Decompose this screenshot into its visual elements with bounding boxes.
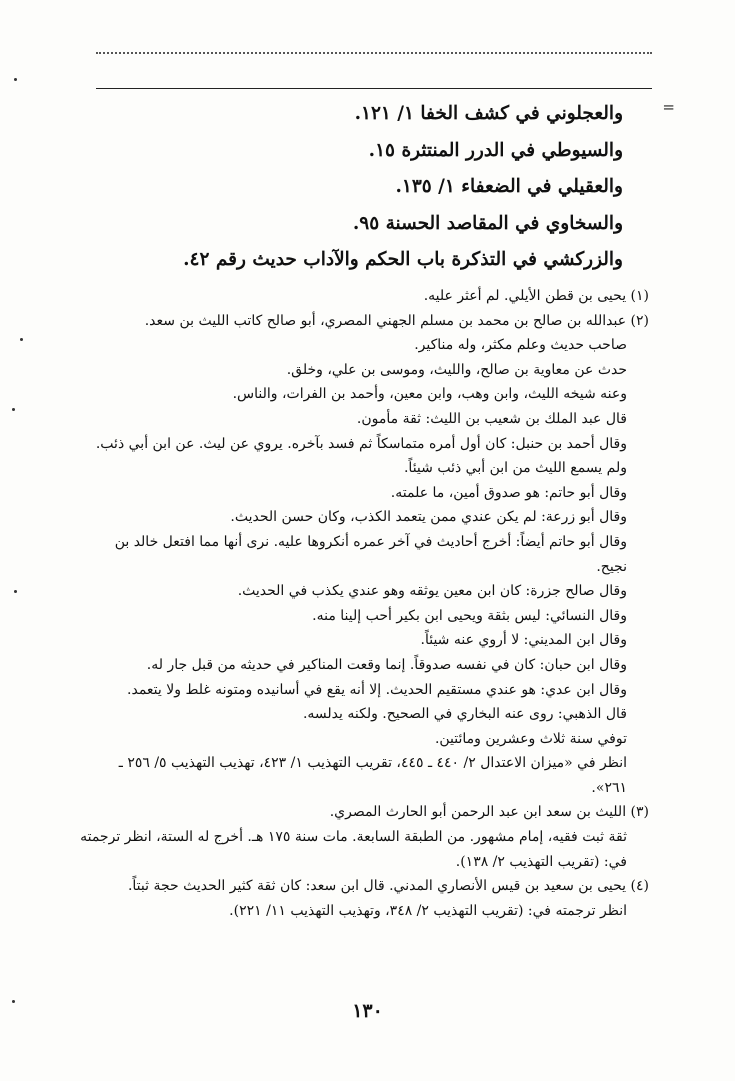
footnote-line: ولم يسمع الليث من ابن أبي ذئب شيئاً. [403,460,627,477]
footnote-line: وقال أبو زرعة: لم يكن عندي ممن يتعمد الكذب، وكان حسن الحديث. [230,509,627,526]
top-dotted-line [96,52,652,54]
scan-speck [12,408,15,411]
footnote-line: قال الذهبي: روى عنه البخاري في الصحيح. ولكنه يدلسه. [302,706,627,723]
footnote-4: (٤) يحيى بن سعيد بن قيس الأنصاري المدني. قال ابن سعد: كان ثقة كثير الحديث حجة ثبتاً. [127,878,649,895]
scan-speck [20,338,23,341]
footnote-line: انظر في «ميزان الاعتدال ٢/ ٤٤٠ ـ ٤٤٥، تقريب التهذيب ١/ ٤٢٣، تهذيب التهذيب ٥/ ٢٥٦ ـ [118,755,627,772]
footnote-line: ثقة ثبت فقيه، إمام مشهور. من الطبقة السابعة. مات سنة ١٧٥ هـ. أخرج له الستة، انظر ترجمته [80,829,627,846]
footnote-3: (٣) الليث بن سعد ابن عبد الرحمن أبو الحارث المصري. [329,804,649,821]
footnote-line: وعنه شيخه الليث، وابن وهب، وابن معين، وأحمد بن الفرات، والناس. [232,386,627,403]
footnote-line: وقال ابن حبان: كان في نفسه صدوقاً. إنما وقعت المناكير في حديثه من قبل جار له. [146,656,627,673]
source-line: والسخاوي في المقاصد الحسنة ٩٥. [352,212,623,234]
footnote-1: (١) يحيى بن قطن الأيلي. لم أعثر عليه. [423,288,649,304]
scan-speck [14,78,17,81]
footnote-line: نجيح. [596,558,627,575]
footnote-line: وقال النسائي: ليس بثقة ويحيى ابن بكير أحب إلينا منه. [312,607,627,624]
header-rule [96,88,652,89]
footnote-line: في: (تقريب التهذيب ٢/ ١٣٨). [455,853,627,870]
source-line: والعجلوني في كشف الخفا ١/ ١٢١. [354,103,623,124]
source-line: والسيوطي في الدرر المنتثرة ١٥. [368,139,623,161]
footnote-line: وقال ابن المديني: لا أروي عنه شيئاً. [420,632,627,649]
footnote-line: وقال صالح جزرة: كان ابن معين يوثقه وهو عندي يكذب في الحديث. [237,583,627,600]
footnote-2: (٢) عبدالله بن صالح بن محمد بن مسلم الجهني المصري، أبو صالح كاتب الليث بن سعد. [144,312,649,329]
source-line: والزركشي في التذكرة باب الحكم والآداب حديث رقم ٤٢. [183,249,623,270]
footnote-line: صاحب حديث وعلم مكثر، وله مناكير. [414,337,627,354]
continuation-mark: = [662,98,675,116]
footnote-line: حدث عن معاوية بن صالح، والليث، وموسى بن علي، وخلق. [286,361,627,378]
scan-speck [12,1000,15,1003]
footnotes [59,284,649,923]
scan-speck [14,590,17,593]
footnote-line: وقال أحمد بن حنبل: كان أول أمره متماسكاً ثم فسد بآخره. يروي عن ليث. عن ابن أبي ذئب. [95,435,627,452]
footnote-line: وقال أبو حاتم: هو صدوق أمين، ما علمته. [390,484,627,501]
footnote-line: قال عبد الملك بن شعيب بن الليث: ثقة مأمون. [356,410,627,427]
footnote-line: ٢٦١». [591,779,627,796]
footnote-line: وقال ابن عدي: هو عندي مستقيم الحديث. إلا أنه يقع في أسانيده ومتونه غلط ولا يتعمد. [127,681,627,698]
page-number: ١٣٠ [352,1000,383,1022]
footnote-line: وقال أبو حاتم أيضاً: أخرج أحاديث في آخر عمره أنكروها عليه. نرى أنها مما افتعل خالد بن [114,533,627,550]
source-list [103,96,623,279]
source-line: والعقيلي في الضعفاء ١/ ١٣٥. [395,176,623,197]
footnote-line: توفي سنة ثلاث وعشرين ومائتين. [434,730,627,747]
footnote-line: انظر ترجمته في: (تقريب التهذيب ٢/ ٣٤٨، وتهذيب التهذيب ١١/ ٢٢١). [229,902,627,919]
